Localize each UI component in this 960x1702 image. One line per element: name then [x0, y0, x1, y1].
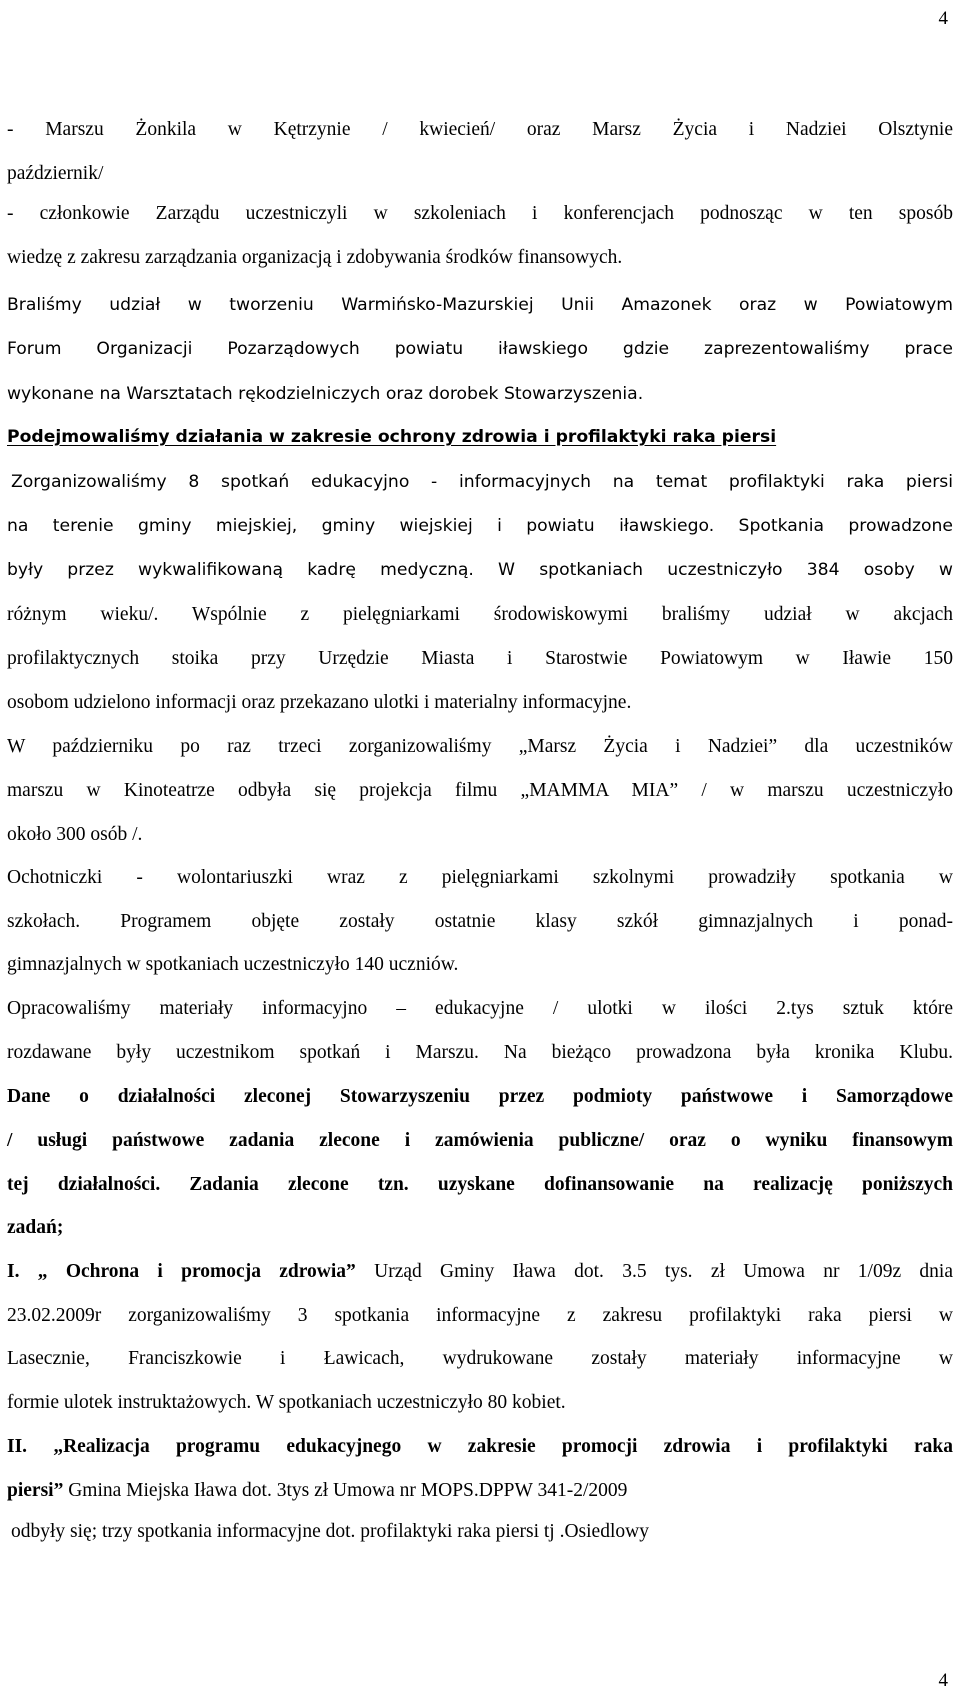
text-line: zadań; — [7, 1217, 64, 1238]
text-line: na terenie gminy miejskiej, gminy wiejskiej i powiatu iławskiego. Spotkania prowadzone — [7, 516, 953, 536]
text-line: tej działalności. Zadania zlecone tzn. uzyskane dofinansowanie na realizację poniższych — [7, 1174, 953, 1195]
text-line: Podejmowaliśmy działania w zakresie ochrony zdrowia i profilaktyki raka piersi — [7, 427, 777, 447]
text-segment: piersi” — [7, 1480, 64, 1501]
text-line: marszu w Kinoteatrze odbyła się projekcja filmu „MAMMA MIA” / w marszu uczestniczyło — [7, 780, 953, 801]
text-line: wiedzę z zakresu zarządzania organizacją i zdobywania środków finansowych. — [7, 247, 623, 268]
text-line: profilaktycznych stoika przy Urzędzie Miasta i Starostwie Powiatowym w Iławie 150 — [7, 648, 953, 669]
text-line: Braliśmy udział w tworzeniu Warmińsko-Mazurskiej Unii Amazonek oraz w Powiatowym — [7, 295, 953, 315]
text-line: W październiku po raz trzeci zorganizowaliśmy „Marsz Życia i Nadziei” dla uczestników — [7, 736, 953, 757]
text-line: rozdawane były uczestnikom spotkań i Marszu. Na bieżąco prowadzona była kronika Klubu. — [7, 1042, 953, 1063]
page-number-top: 4 — [938, 8, 948, 29]
text-line: formie ulotek instruktażowych. W spotkaniach uczestniczyło 80 kobiet. — [7, 1392, 566, 1413]
page-number-bottom: 4 — [938, 1670, 948, 1691]
text-line: osobom udzielono informacji oraz przekazano ulotki i materialny informacyjne. — [7, 692, 632, 713]
text-line: Ochotniczki - wolontariuszki wraz z pielęgniarkami szkolnymi prowadziły spotkania w — [7, 867, 953, 888]
text-line: II. „Realizacja programu edukacyjnego w zakresie promocji zdrowia i profilaktyki raka — [7, 1436, 953, 1457]
text-line: październik/ — [7, 163, 104, 184]
text-line: Lasecznie, Franciszkowie i Ławicach, wydrukowane zostały materiały informacyjne w — [7, 1348, 953, 1369]
text-line: Forum Organizacji Pozarządowych powiatu iławskiego gdzie zaprezentowaliśmy prace — [7, 339, 953, 359]
text-segment: Urząd Gminy Iława dot. 3.5 tys. zł Umowa nr 1/09z dnia — [355, 1261, 953, 1282]
text-line: wykonane na Warsztatach rękodzielniczych oraz dorobek Stowarzyszenia. — [7, 384, 644, 404]
text-line: gimnazjalnych w spotkaniach uczestniczyło 140 uczniów. — [7, 954, 459, 975]
text-line: szkołach. Programem objęte zostały ostatnie klasy szkół gimnazjalnych i ponad- — [7, 911, 953, 932]
text-line — [7, 1474, 953, 1508]
text-line: / usługi państwowe zadania zlecone i zamówienia publiczne/ oraz o wyniku finansowym — [7, 1130, 953, 1151]
text-line: - członkowie Zarządu uczestniczyli w szkoleniach i konferencjach podnosząc w ten sposób — [7, 203, 953, 224]
text-line: Dane o działalności zleconej Stowarzyszeniu przez podmioty państwowe i Samorządowe — [7, 1086, 953, 1107]
text-line — [7, 1255, 953, 1289]
text-line: Opracowaliśmy materiały informacyjno – edukacyjne / ulotki w ilości 2.tys sztuk które — [7, 998, 953, 1019]
text-line: odbyły się; trzy spotkania informacyjne dot. profilaktyki raka piersi tj .Osiedlowy — [11, 1521, 649, 1542]
text-line: 23.02.2009r zorganizowaliśmy 3 spotkania informacyjne z zakresu profilaktyki raka piersi w — [7, 1305, 953, 1326]
text-segment: I. „ Ochrona i promocja zdrowia” — [7, 1261, 356, 1282]
text-line: Zorganizowaliśmy 8 spotkań edukacyjno - informacyjnych na temat profilaktyki raka piersi — [11, 472, 953, 492]
text-line: około 300 osób /. — [7, 824, 143, 845]
text-segment: Gmina Miejska Iława dot. 3tys zł Umowa nr MOPS.DPPW 341-2/2009 — [63, 1480, 628, 1501]
text-line: różnym wieku/. Wspólnie z pielęgniarkami środowiskowymi braliśmy udział w akcjach — [7, 604, 953, 625]
text-line: - Marszu Żonkila w Kętrzynie / kwiecień/ oraz Marsz Życia i Nadziei Olsztynie — [7, 119, 953, 140]
text-line: były przez wykwalifikowaną kadrę medyczną. W spotkaniach uczestniczyło 384 osoby w — [7, 560, 953, 580]
